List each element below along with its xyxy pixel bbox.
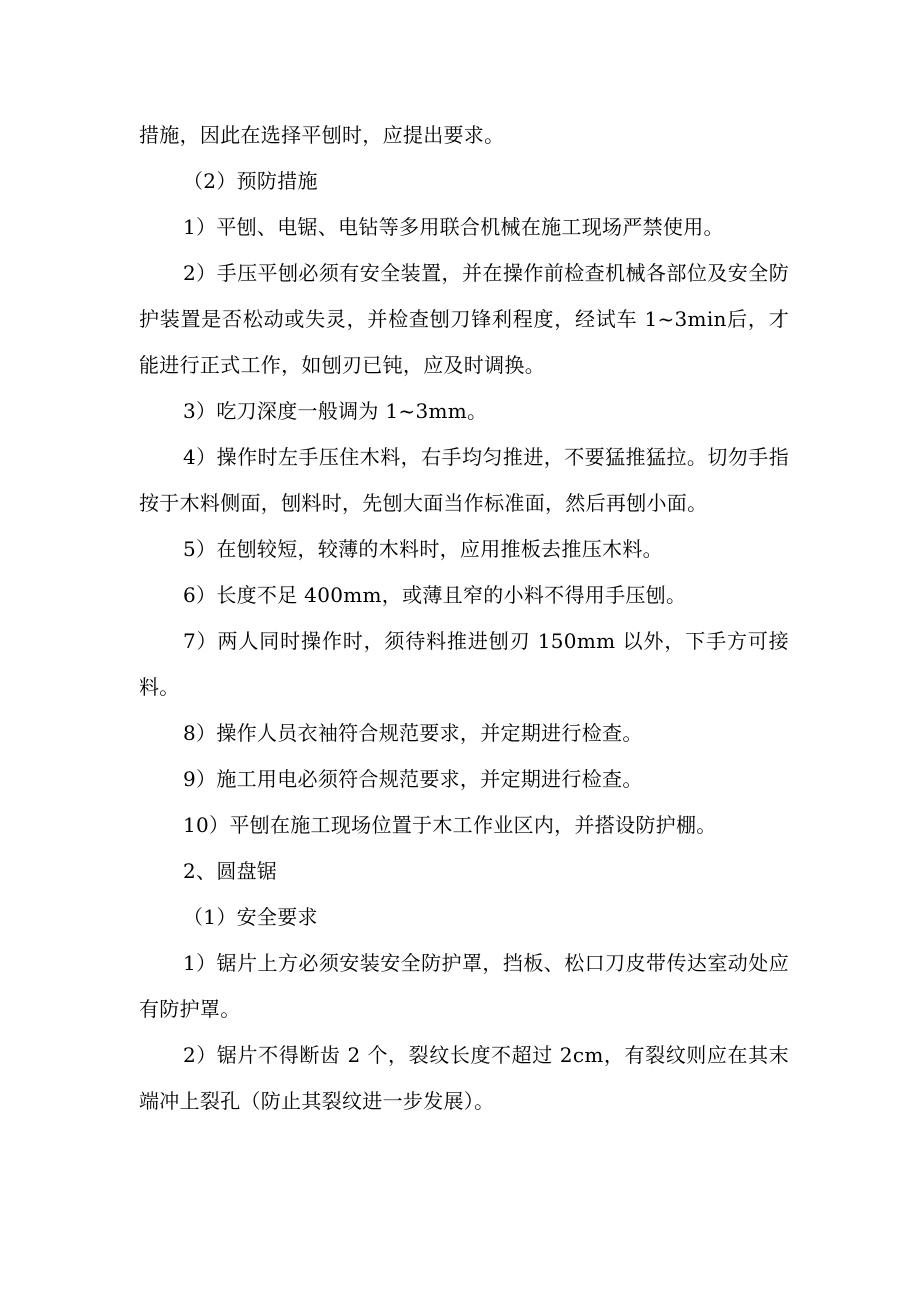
list-item-8: 8）操作人员衣袖符合规范要求，并定期进行检查。 (183, 721, 643, 745)
list-item-2: 2）手压平刨必须有安全装置，并在操作前检查机械各部位及安全防护装置是否松动或失灵，并检查刨刀锋利程度，经试车 1~3min后，才能进行正式工作，如刨刃已钝，应及时调换。 (139, 261, 789, 377)
paragraph-continuation: 措施，因此在选择平刨时，应提出要求。 (139, 123, 505, 147)
list-item-4: 4）操作时左手压住木料，右手均匀推进，不要猛推猛拉。切勿手指按于木料侧面，刨料时，先刨大面当作标准面，然后再刨小面。 (139, 445, 789, 515)
list-item-6: 6）长度不足 400mm，或薄且窄的小料不得用手压刨。 (183, 583, 687, 607)
section-heading-circular-saw: 2、圆盘锯 (183, 859, 278, 883)
list-item-10: 10）平刨在施工现场位置于木工作业区内，并搭设防护棚。 (183, 813, 717, 837)
list-item-1: 1）平刨、电锯、电钻等多用联合机械在施工现场严禁使用。 (183, 215, 724, 239)
subheading-safety-requirements: （1）安全要求 (183, 905, 318, 929)
list-item-5: 5）在刨较短，较薄的木料时，应用推板去推压木料。 (183, 537, 663, 561)
list-item-9: 9）施工用电必须符合规范要求，并定期进行检查。 (183, 767, 643, 791)
saw-requirement-2: 2）锯片不得断齿 2 个，裂纹长度不超过 2cm，有裂纹则应在其末端冲上裂孔（防止其裂纹进一步发展）。 (139, 1043, 789, 1113)
saw-requirement-1: 1）锯片上方必须安装安全防护罩，挡板、松口刀皮带传达室动处应有防护罩。 (139, 951, 789, 1021)
list-item-7: 7）两人同时操作时，须待料推进刨刃 150mm 以外，下手方可接料。 (139, 629, 789, 699)
list-item-3: 3）吃刀深度一般调为 1~3mm。 (183, 399, 488, 423)
document-body (139, 112, 789, 1124)
subheading-prevention-measures: （2）预防措施 (183, 169, 318, 193)
